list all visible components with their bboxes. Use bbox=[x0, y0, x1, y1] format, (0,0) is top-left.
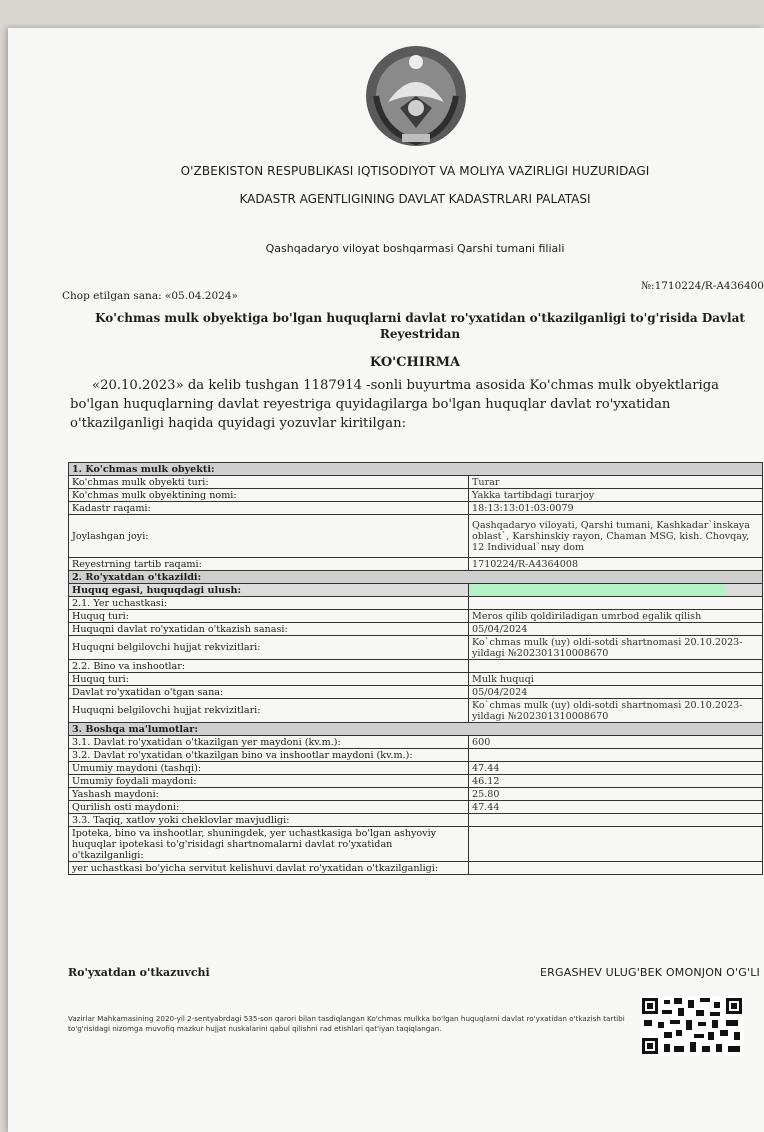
row-value: 05/04/2024 bbox=[469, 686, 763, 699]
row-label: Huquq turi: bbox=[69, 673, 469, 686]
document-subtitle: KO'CHIRMA bbox=[369, 355, 461, 370]
row-label: Yashash maydoni: bbox=[69, 788, 469, 801]
table-row bbox=[69, 788, 763, 801]
row-value bbox=[469, 749, 763, 762]
table-row bbox=[69, 736, 763, 749]
row-value: Turar bbox=[469, 476, 763, 489]
table-row bbox=[69, 699, 763, 723]
row-label: Umumiy foydali maydoni: bbox=[69, 775, 469, 788]
row-label: Umumiy maydoni (tashqi): bbox=[69, 762, 469, 775]
row-label: 3.2. Davlat ro'yxatidan o'tkazilgan bino va inshootlar maydoni (kv.m.): bbox=[69, 749, 469, 762]
row-value bbox=[469, 827, 763, 862]
row-label: Reyestrning tartib raqami: bbox=[69, 558, 469, 571]
row-value: 47.44 bbox=[469, 762, 763, 775]
row-value bbox=[469, 862, 763, 875]
document-number: №:1710224/R-A436400 bbox=[641, 280, 764, 292]
row-value: 46.12 bbox=[469, 775, 763, 788]
table-row bbox=[69, 814, 763, 827]
row-label: Davlat ro'yxatidan o'tgan sana: bbox=[69, 686, 469, 699]
row-label: 2.1. Yer uchastkasi: bbox=[69, 597, 469, 610]
table-row bbox=[69, 862, 763, 875]
table-row bbox=[69, 686, 763, 699]
row-label: 3.3. Taqiq, xatlov yoki cheklovlar mavjudligi: bbox=[69, 814, 469, 827]
row-value: 47.44 bbox=[469, 801, 763, 814]
legal-footnote: Vazirlar Mahkamasining 2020-yil 2-sentyabrdagi 535-son qarori bilan tasdiqlangan Ko'chmas mulkka bo'lgan huquqlarni davlat ro'yxatidan o'tkazish tartibi to'g'risidagi nizomga muvofiq mazkur hujjat nuskalarini qabul qilishni rad etishlari qat'iyan taqiqlangan. bbox=[68, 1014, 625, 1033]
table-row bbox=[69, 775, 763, 788]
document-title: Ko'chmas mulk obyektiga bo'lgan huquqlarni davlat ro'yxatidan o'tkazilganligi to'g'risida Davlat Reyestridan bbox=[95, 311, 745, 341]
table-row bbox=[69, 801, 763, 814]
table-row bbox=[69, 827, 763, 862]
row-value: Yakka tartibdagi turarjoy bbox=[469, 489, 763, 502]
table-row bbox=[69, 584, 763, 597]
row-value: 05/04/2024 bbox=[469, 623, 763, 636]
section-title: 1. Ko'chmas mulk obyekti: bbox=[69, 463, 763, 476]
table-row bbox=[69, 623, 763, 636]
row-label: Ko'chmas mulk obyekti turi: bbox=[69, 476, 469, 489]
table-row bbox=[69, 571, 763, 584]
registrar-label: Ro'yxatdan o'tkazuvchi bbox=[68, 966, 210, 979]
row-label: Huquq egasi, huquqdagi ulush: bbox=[69, 584, 469, 597]
table-row bbox=[69, 476, 763, 489]
row-label: Ko'chmas mulk obyektining nomi: bbox=[69, 489, 469, 502]
row-value: 1710224/R-A4364008 bbox=[469, 558, 763, 571]
table-row bbox=[69, 723, 763, 736]
row-value bbox=[469, 814, 763, 827]
table-row bbox=[69, 610, 763, 623]
chamber-header: KADASTR AGENTLIGINING DAVLAT KADASTRLARI PALATASI bbox=[239, 192, 591, 206]
row-label: Huquqni belgilovchi hujjat rekvizitlari: bbox=[69, 636, 469, 660]
row-label: yer uchastkasi bo'yicha servitut kelishuvi davlat ro'yxatidan o'tkazilganligi: bbox=[69, 862, 469, 875]
row-value: 18:13:13:01:03:0079 bbox=[469, 502, 763, 515]
row-label: 2.2. Bino va inshootlar: bbox=[69, 660, 469, 673]
table-row bbox=[69, 489, 763, 502]
row-value bbox=[469, 660, 763, 673]
table-row bbox=[69, 636, 763, 660]
table-row bbox=[69, 502, 763, 515]
redacted-owner bbox=[469, 584, 763, 597]
row-value: Ko`chmas mulk (uy) oldi-sotdi shartnomasi 20.10.2023-yildagi №202301310008670 bbox=[469, 699, 763, 723]
row-label: Qurilish osti maydoni: bbox=[69, 801, 469, 814]
row-value bbox=[469, 597, 763, 610]
row-value: Qashqadaryo viloyati, Qarshi tumani, Kashkadar`inskaya oblast`, Karshinskiy rayon, Chaman MSG, kish. Chovqay, 12 Individual`nыy dom bbox=[469, 515, 763, 558]
table-row bbox=[69, 762, 763, 775]
registry-table bbox=[68, 462, 763, 875]
row-label: Kadastr raqami: bbox=[69, 502, 469, 515]
row-value: Meros qilib qoldiriladigan umrbod egalik qilish bbox=[469, 610, 763, 623]
table-row bbox=[69, 673, 763, 686]
table-row bbox=[69, 515, 763, 558]
row-label: Ipoteka, bino va inshootlar, shuningdek, yer uchastkasiga bo'lgan ashyoviy huquqlar ipotekasi to'g'risidagi shartnomalarni davlat ro'yxatidan o'tkazilganligi: bbox=[69, 827, 469, 862]
print-date: Chop etilgan sana: «05.04.2024» bbox=[62, 290, 238, 302]
row-label: Huquqni davlat ro'yxatidan o'tkazish sanasi: bbox=[69, 623, 469, 636]
row-label: Huquqni belgilovchi hujjat rekvizitlari: bbox=[69, 699, 469, 723]
section-title: 3. Boshqa ma'lumotlar: bbox=[69, 723, 763, 736]
table-row bbox=[69, 660, 763, 673]
row-value: Ko`chmas mulk (uy) oldi-sotdi shartnomasi 20.10.2023-yildagi №202301310008670 bbox=[469, 636, 763, 660]
table-row bbox=[69, 749, 763, 762]
table-row bbox=[69, 463, 763, 476]
row-label: Huquq turi: bbox=[69, 610, 469, 623]
row-value: 600 bbox=[469, 736, 763, 749]
state-emblem-icon bbox=[362, 42, 470, 150]
section-title: 2. Ro'yxatdan o'tkazildi: bbox=[69, 571, 763, 584]
branch-name: Qashqadaryo viloyat boshqarmasi Qarshi tumani filiali bbox=[265, 242, 565, 255]
row-label: Joylashgan joyi: bbox=[69, 515, 469, 558]
ministry-header: O'ZBEKISTON RESPUBLIKASI IQTISODIYOT VA MOLIYA VAZIRLIGI HUZURIDAGI bbox=[180, 164, 650, 178]
table-row bbox=[69, 558, 763, 571]
row-value: Mulk huquqi bbox=[469, 673, 763, 686]
row-label: 3.1. Davlat ro'yxatidan o'tkazilgan yer maydoni (kv.m.): bbox=[69, 736, 469, 749]
table-row bbox=[69, 597, 763, 610]
row-value: 25.80 bbox=[469, 788, 763, 801]
qr-code-icon bbox=[640, 996, 744, 1056]
registrar-name: ERGASHEV ULUG'BEK OMONJON O'G'LI bbox=[540, 966, 760, 979]
intro-paragraph: «20.10.2023» da kelib tushgan 1187914 -sonli buyurtma asosida Ko'chmas mulk obyektlariga bo'lgan huquqlarning davlat reyestriga quyidagilarga bo'lgan huquqlar davlat ro'yxatidan o'tkazilganligi haqida quyidagi yozuvlar kiritilgan: bbox=[70, 378, 720, 431]
redaction-mark bbox=[469, 584, 726, 597]
